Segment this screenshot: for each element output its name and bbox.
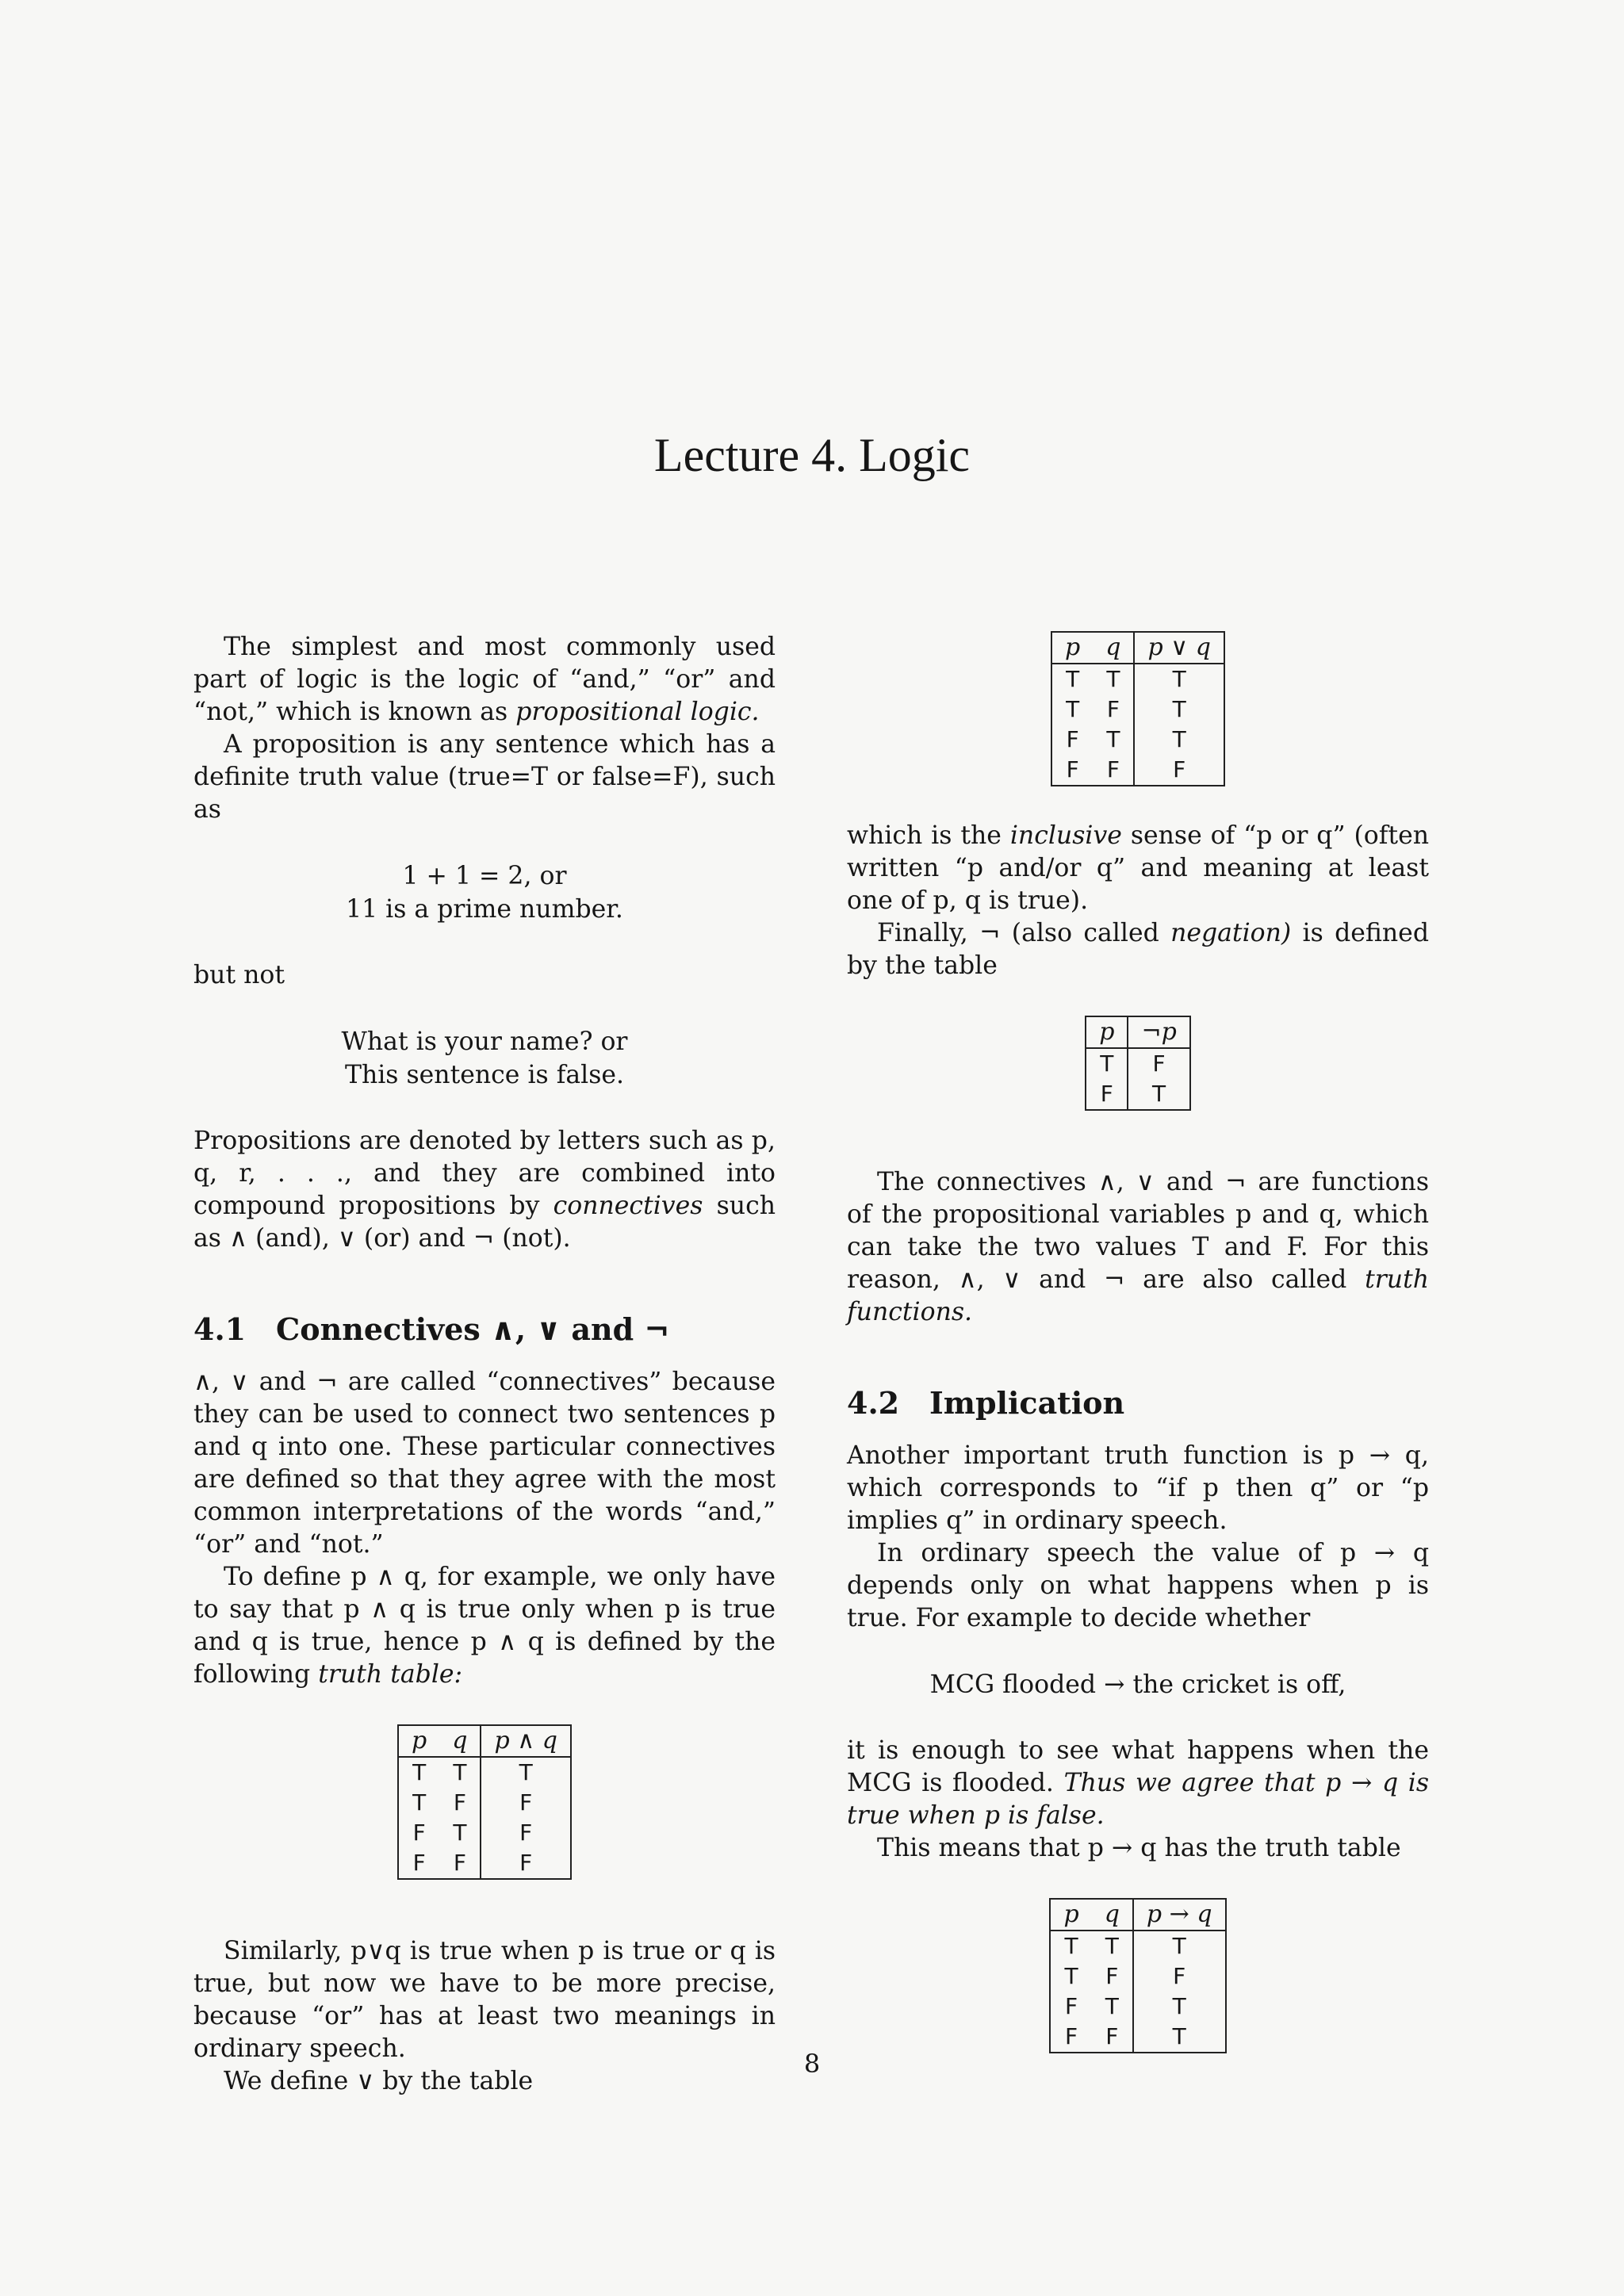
table-row: T F F: [398, 1788, 571, 1818]
paragraph: A proposition is any sentence which has a definite truth value (true=T or false=F), such as: [193, 730, 776, 824]
table-row: T T T: [398, 1757, 571, 1788]
or-truth-table: p q p ∨ q T T T T F T F T T F F F: [1051, 631, 1225, 786]
implication-truth-table: p q p → q T T T T F F F T T F F T: [1049, 1898, 1226, 2053]
table-row: T F T: [1051, 695, 1224, 725]
display-example: What is your name? or This sentence is false.: [341, 1027, 628, 1089]
paragraph: We define ∨ by the table: [224, 2067, 534, 2095]
left-column: [193, 631, 776, 2098]
paragraph: but not: [193, 961, 285, 989]
paragraph: The simplest and most commonly used part of logic is the logic of “and,” “or” and “not,” which is known as propositional logic.: [193, 633, 776, 726]
paragraph: In ordinary speech the value of p → q depends only on what happens when p is true. For example to decide whether: [847, 1539, 1429, 1632]
table-row: F T T: [1051, 725, 1224, 755]
paragraph: Propositions are denoted by letters such as p, q, r, . . ., and they are combined into compound propositions by connectives such as ∧ (and), ∨ (or) and ¬ (not).: [193, 1127, 776, 1253]
right-column: [847, 631, 1429, 2053]
display-example: MCG flooded → the cricket is off,: [929, 1670, 1346, 1699]
table-row: F F T: [1050, 2022, 1225, 2053]
and-truth-table: p q p ∧ q T T T T F F F T F F F F: [397, 1724, 572, 1880]
paragraph: Finally, ¬ (also called negation) is defined by the table: [847, 919, 1429, 980]
page-number: 8: [803, 2049, 821, 2079]
table-row: F T T: [1050, 1992, 1225, 2022]
table-row: F F F: [398, 1848, 571, 1879]
not-truth-table: p ¬p T F F T: [1085, 1016, 1191, 1111]
table-row: T F: [1086, 1048, 1190, 1079]
paragraph: ∧, ∨ and ¬ are called “connectives” because they can be used to connect two sentences p and q into one. These particular connectives are defined so that they agree with the most common interpretations of the words “and,” “or” and “not.”: [193, 1368, 776, 1559]
table-row: T T T: [1050, 1931, 1225, 1961]
paragraph: which is the inclusive sense of “p or q” (often written “p and/or q” and meaning at least one of p, q is true).: [847, 821, 1429, 915]
table-row: T F F: [1050, 1961, 1225, 1992]
table-row: F T F: [398, 1818, 571, 1848]
paragraph: Another important truth function is p → q, which corresponds to “if p then q” or “p implies q” in ordinary speech.: [847, 1441, 1429, 1535]
paragraph: This means that p → q has the truth table: [877, 1834, 1401, 1862]
paragraph: Similarly, p∨q is true when p is true or q is true, but now we have to be more precise, because “or” has at least two meanings in ordinary speech.: [193, 1937, 776, 2063]
section-heading: 4.2 Implication: [847, 1385, 1125, 1421]
table-row: F T: [1086, 1079, 1190, 1110]
paragraph: it is enough to see what happens when the MCG is flooded. Thus we agree that p → q is true when p is false.: [847, 1736, 1430, 1830]
paragraph: To define p ∧ q, for example, we only have to say that p ∧ q is true only when p is true and q is true, hence p ∧ q is defined by the following truth table:: [193, 1563, 776, 1689]
table-row: F F F: [1051, 755, 1224, 786]
display-example: 1 + 1 = 2, or 11 is a prime number.: [346, 862, 623, 924]
section-heading: 4.1 Connectives ∧, ∨ and ¬: [193, 1311, 670, 1347]
paragraph: The connectives ∧, ∨ and ¬ are functions of the propositional variables p and q, which can take the two values T and F. For this reason, ∧, ∨ and ¬ are also called truth functions.: [847, 1168, 1430, 1326]
table-row: T T T: [1051, 664, 1224, 695]
page-title: Lecture 4. Logic: [653, 429, 971, 481]
